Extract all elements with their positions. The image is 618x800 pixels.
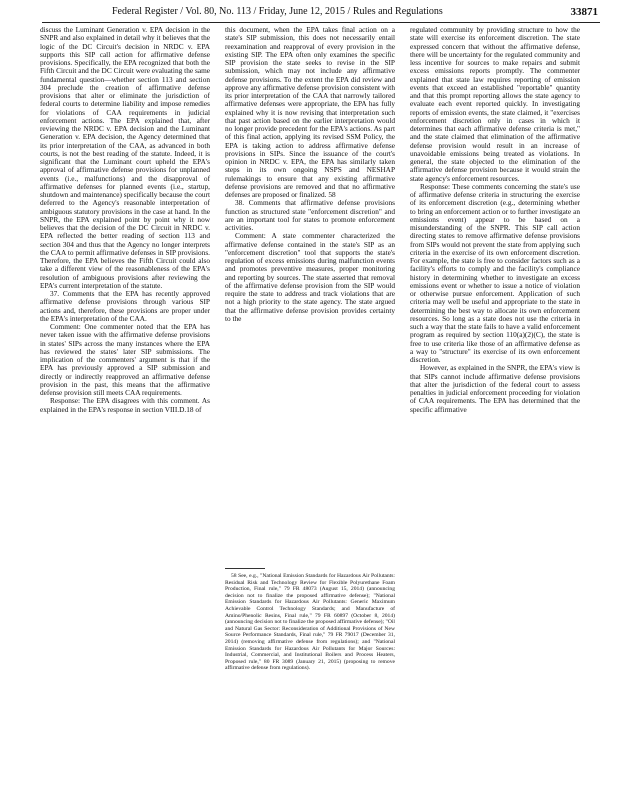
comment-heading: 38. Comments that affirmative defense provisions function as structured state "enforcement discretion" and are an important tool for states to promote enforcement activities. (225, 198, 395, 232)
footnote-rule (225, 568, 265, 569)
paragraph: However, as explained in the SNPR, the EPA's view is that SIPs cannot include affirmative defense provisions that alter the jurisdiction of the federal court to assess penalties in judicial enforcement proceeding for violation of CAA requirements. The EPA has determined that the specific affirmative (410, 363, 580, 414)
running-head: Federal Register / Vol. 80, No. 113 / Friday, June 12, 2015 / Rules and Regulations (112, 6, 443, 17)
page-number: 33871 (570, 6, 598, 18)
paragraph: this document, when the EPA takes final action on a state's SIP submission, this does not necessarily entail reexamination and reapproval of every provision in the existing SIP. The EPA often only examines the specific SIP provision the state seeks to revise in the SIP submission, which may not include any affirmative defense provisions. To the extent the EPA did review and approve any affirmative defense provision consistent with its prior interpretation of the CAA that narrowly tailored affirmative defenses were appropriate, the EPA has fully explained why it is now revising that interpretation such that past action based on the earlier interpretation would no longer provide precedent for the EPA's actions. As part of this final action, applying its revised SSM Policy, the EPA is taking action to address affirmative defense provisions in SIPs. Since the issuance of the court's opinion in NRDC v. EPA, the EPA has similarly taken steps in its own ongoing NSPS and NESHAP rulemakings to ensure that any existing affirmative defense provisions are removed and that no affirmative defenses are proposed or finalized. 58 (225, 25, 395, 199)
column-left (40, 26, 210, 414)
paragraph: Response: The EPA disagrees with this comment. As explained in the EPA's response in section VIII.D.18 of (40, 396, 210, 414)
column-middle (225, 26, 395, 323)
paragraph: regulated community by providing structure to how the state will exercise its enforcement discretion. The state expressed concern that without the affirmative defense, there will be uncertainty for the regulated community and less incentive for sources to make repairs and submit excess emissions reports promptly. The commenter explained that state law requires reporting of emission events that exceed an established "reportable" quantity and that this prompt reporting allows the state agency to evaluate each event reported quickly. In investigating reports of emission events, the state claimed, it "exercises enforcement discretion only in cases in which it determines that each affirmative defense criteria is met," and the state claimed that elimination of the affirmative defense provision would result in an increase of unavoidable emissions being treated as violations. In general, the state objected to the elimination of the affirmative defense provision because it would strain the state agency's enforcement resources. (410, 25, 580, 183)
footnote-area (225, 568, 395, 672)
paragraph: Comment: One commenter noted that the EPA has never taken issue with the affirmative defense provisions in states' SIPs across the many instances where the EPA has reviewed the states' later SIP submissions. The implication of the commenters' argument is that if the EPA has previously approved a SIP submission and directly or indirectly reapproved an affirmative defense provision in the past, this means that the affirmative defense provision still meets CAA requirements. (40, 322, 210, 397)
comment-heading: 37. Comments that the EPA has recently approved affirmative defense provisions through various SIP actions and, therefore, these provisions are proper under the EPA's interpretation of the CAA. (40, 289, 210, 323)
header-rule (42, 22, 600, 23)
footnote: 58 See, e.g., "National Emission Standards for Hazardous Air Pollutants: Residual Risk and Technology Review for Flexible Polyurethane Foam Production, Final rule," 79 FR 48073 (August 15, 2014) (announcing decision not to finalize the proposed affirmative defense); "National Emission Standards for Hazardous Air Pollutants: Generic Maximum Achievable Control Technology Standards; and Manufacture of Amino/Phenolic Resins, Final rule," 79 FR 60897 (October 8, 2014) (announcing decision not to finalize the proposed affirmative defense); "Oil and Natural Gas Sector: Reconsideration of Additional Provisions of New Source Performance Standards, Final rule," 79 FR 79017 (December 31, 2014) (removing affirmative defense from regulations); and "National Emission Standards for Hazardous Air Pollutants for Major Sources: Industrial, Commercial, and Institutional Boilers and Process Heaters, Proposed rule," 80 FR 3089 (January 21, 2015) (proposing to remove affirmative defense from regulations). (225, 573, 395, 672)
column-right (410, 26, 580, 414)
paragraph: discuss the Luminant Generation v. EPA decision in the SNPR and also explained in detail why it believes that the logic of the DC Circuit's decision in NRDC v. EPA supports this SIP call action for affirmative defense provisions. Specifically, the EPA recognized that both the Fifth Circuit and the DC Circuit were evaluating the same fundamental question—whether section 113 and section 304 preclude the creation of affirmative defense provisions that alter or eliminate the jurisdiction of federal courts to determine liability and impose remedies for violations of CAA requirements in judicial enforcement actions. The EPA explained that, after reviewing the NRDC v. EPA decision and the Luminant Generation v. EPA decision, the Agency determined that its prior interpretation of the CAA, as advanced in both courts, is not the best reading of the statute. Indeed, it is significant that the Luminant court upheld the EPA's approval of affirmative defense provisions for unplanned events (i.e., malfunctions) and the disapproval of affirmative defenses for planned events (i.e., startup, shutdown and maintenance) specifically because the court deferred to the Agency's reasonable interpretation of ambiguous statutory provisions in the case at hand. In the SNPR, the EPA explained point by point why it now believes that the decision of the DC Circuit in NRDC v. EPA reflected the better reading of section 113 and section 304 and thus that the Agency no longer interprets the CAA to permit affirmative defenses in SIP provisions. Therefore, the EPA believes the Fifth Circuit could also take a different view of the reasonableness of the EPA's resolution of ambiguous provisions after reviewing the EPA's current interpretation of the statute. (40, 25, 210, 290)
paragraph: Comment: A state commenter characterized the affirmative defense contained in the state's SIP as an "enforcement discretion" tool that supports the state's regulation of excess emissions during malfunction events and promotes preventive measures, proper monitoring and reporting by sources. The state asserted that removal of the affirmative defense provision from the SIP would require the state to address and track violations that are not a high priority to the state agency. The state argued that the affirmative defense provision provides certainty to the (225, 231, 395, 323)
page-header (16, 4, 602, 20)
paragraph: Response: These comments concerning the state's use of affirmative defense criteria in structuring the exercise of its enforcement discretion (e.g., determining whether to bring an enforcement action or to further investigate an emissions event) appear to be based on a misunderstanding of the SNPR. This SIP call action directing states to remove affirmative defense provisions from SIPs would not prevent the state from applying such criteria in the exercise of its own enforcement discretion. For example, the state is free to consider factors such as a facility's efforts to comply and the facility's compliance history in determining whether to investigate an excess emissions event or whether to issue a notice of violation or otherwise pursue enforcement. Application of such criteria may well be useful and appropriate to the state in determining the best way to allocate its own enforcement resources. So long as a state does not use the criteria in such a way that the state fails to have a valid enforcement program as required by section 110(a)(2)(C), the state is free to use criteria like those of an affirmative defense as a way to "structure" its exercise of its own enforcement discretion. (410, 181, 580, 364)
